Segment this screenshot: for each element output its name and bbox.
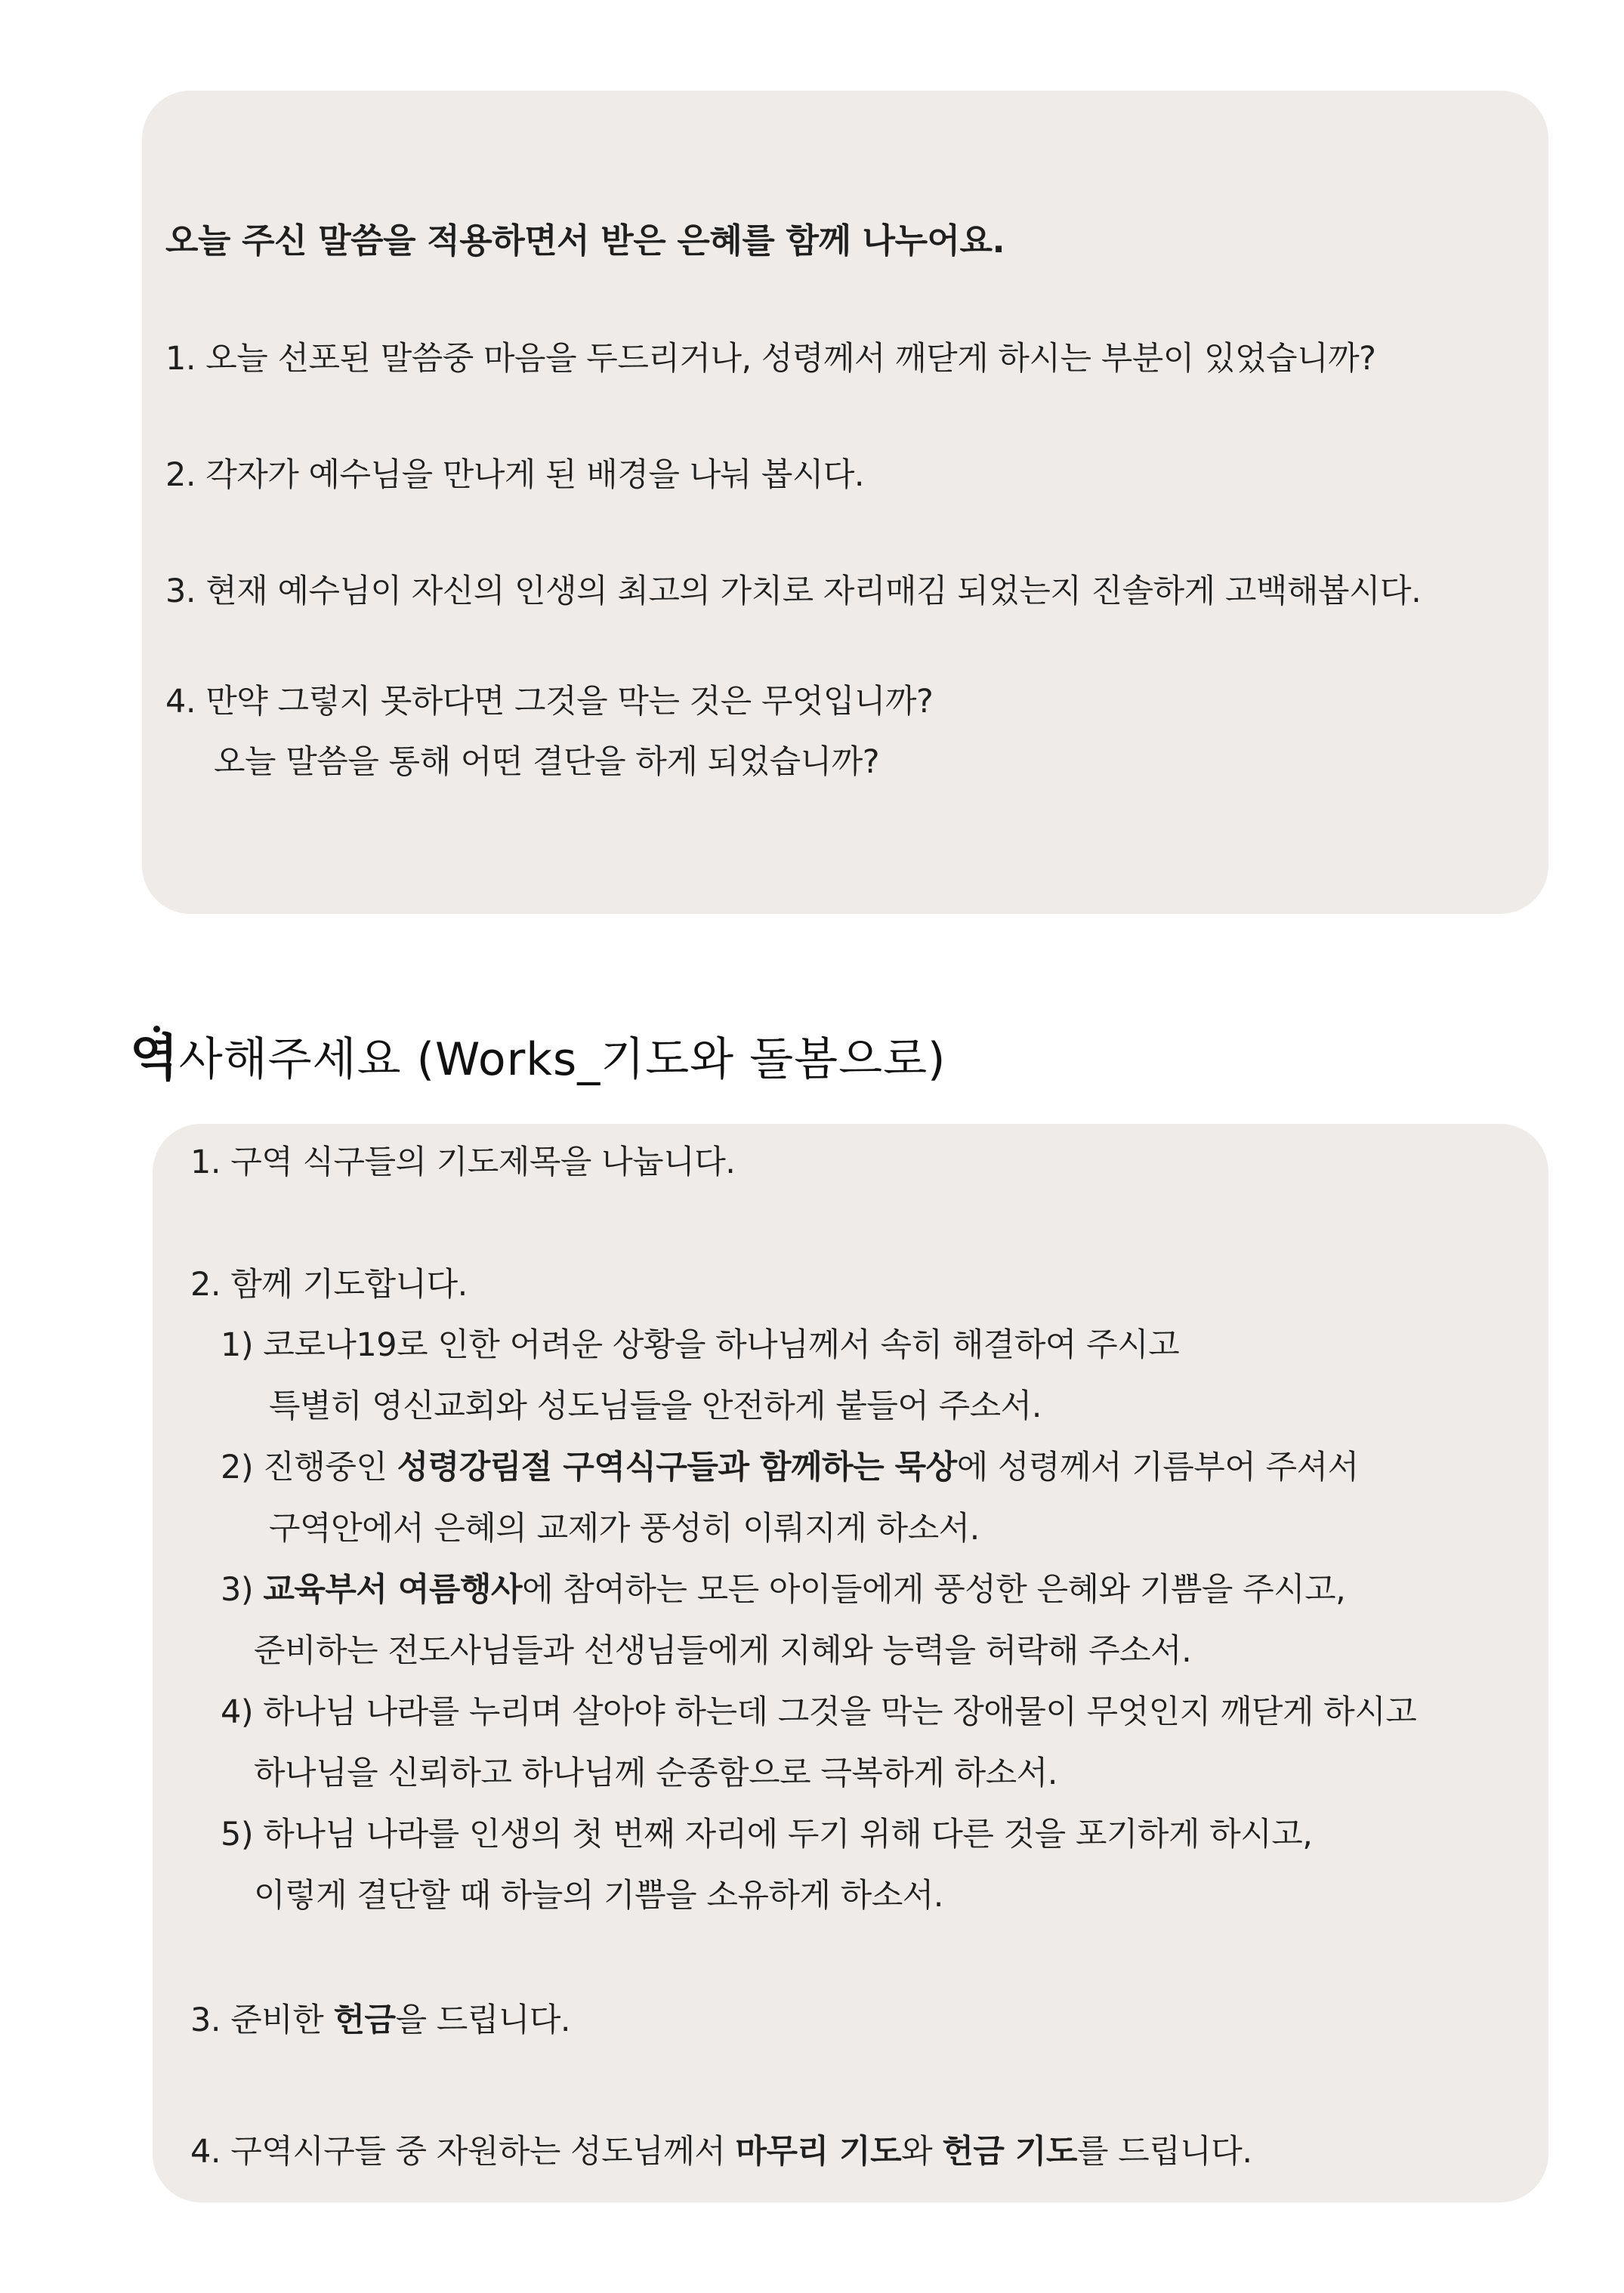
prayer-2-suffix: 에 성령께서 기름부어 주셔서 (956, 1449, 1359, 1486)
works-item-4-emphasis-2: 헌금 기도 (942, 2133, 1077, 2171)
prayer-5-line-2: 이렇게 결단할 때 하늘의 기쁨을 소유하게 하소서. (254, 1877, 943, 1915)
prayer-1-line-1: 1) 코로나19로 인한 어려운 상황을 하나님께서 속히 해결하여 주시고 (221, 1326, 1180, 1364)
question-1: 1. 오늘 선포된 말씀중 마음을 두드리거나, 성령께서 깨닫게 하시는 부분이 있었습니까? (165, 340, 1376, 378)
prayer-3-suffix: 에 참여하는 모든 아이들에게 풍성한 은혜와 기쁨을 주시고, (522, 1571, 1346, 1609)
prayer-4-line-2: 하나님을 신뢰하고 하나님께 순종함으로 극복하게 하소서. (254, 1754, 1057, 1792)
works-item-4-middle: 와 (901, 2133, 943, 2171)
section-heading-first-char: 역 (130, 1029, 179, 1087)
works-item-4-suffix: 를 드립니다. (1076, 2133, 1252, 2171)
prayer-3-emphasis: 교육부서 여름행사 (263, 1571, 523, 1609)
question-4: 4. 만약 그렇지 못하다면 그것을 막는 것은 무엇입니까? (165, 683, 934, 721)
prayer-3-prefix: 3) (221, 1571, 264, 1609)
works-item-3-emphasis: 헌금 (333, 2001, 396, 2039)
works-item-3 (190, 2001, 571, 2039)
prayer-2-prefix: 2) 진행중인 (221, 1449, 397, 1486)
prayer-3-line-2: 준비하는 전도사님들과 선생님들에게 지혜와 능력을 허락해 주소서. (254, 1632, 1192, 1670)
works-item-3-prefix: 3. 준비한 (190, 2001, 334, 2039)
prayer-1-line-2: 특별히 영신교회와 성도님들을 안전하게 붙들어 주소서. (269, 1387, 1042, 1425)
section-heading-rest: 사해주세요 (Works_기도와 돌봄으로) (178, 1033, 946, 1086)
works-item-4 (190, 2133, 1252, 2171)
prayer-2-line-1 (221, 1449, 1359, 1486)
prayer-2-line-2: 구역안에서 은혜의 교제가 풍성히 이뤄지게 하소서. (269, 1510, 980, 1548)
reflection-title: 오늘 주신 말씀을 적용하면서 받은 은혜를 함께 나누어요. (165, 221, 1005, 261)
works-item-4-prefix: 4. 구역시구들 중 자원하는 성도님께서 (190, 2133, 736, 2171)
prayer-5-line-1: 5) 하나님 나라를 인생의 첫 번째 자리에 두기 위해 다른 것을 포기하게 하시고, (221, 1816, 1313, 1853)
section-heading (130, 1029, 946, 1087)
works-item-3-suffix: 을 드립니다. (395, 2001, 571, 2039)
prayer-2-emphasis: 성령강림절 구역식구들과 함께하는 묵상 (397, 1449, 957, 1486)
reflection-box (142, 91, 1548, 914)
prayer-3-line-1 (221, 1571, 1346, 1609)
works-item-1: 1. 구역 식구들의 기도제목을 나눕니다. (190, 1143, 736, 1181)
question-3: 3. 현재 예수님이 자신의 인생의 최고의 가치로 자리매김 되었는지 진솔하게 고백해봅시다. (165, 572, 1422, 610)
prayer-4-line-1: 4) 하나님 나라를 누리며 살아야 하는데 그것을 막는 장애물이 무엇인지 깨닫게 하시고 (221, 1693, 1417, 1731)
question-2: 2. 각자가 예수님을 만나게 된 배경을 나눠 봅시다. (165, 456, 865, 494)
works-item-4-emphasis-1: 마무리 기도 (735, 2133, 902, 2171)
question-4-continued: 오늘 말씀을 통해 어떤 결단을 하게 되었습니까? (214, 743, 880, 781)
works-item-2: 2. 함께 기도합니다. (190, 1266, 468, 1304)
